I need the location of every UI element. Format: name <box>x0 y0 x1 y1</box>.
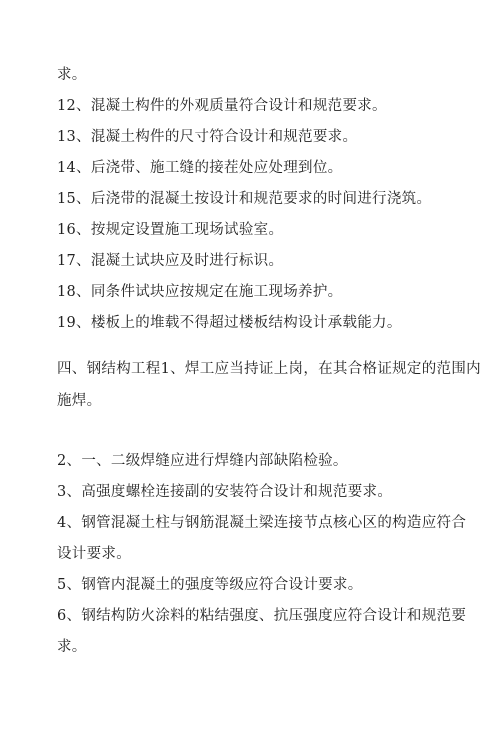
text-line-continuation: 求。 <box>57 67 87 83</box>
text-line-item-5: 5、钢管内混凝土的强度等级应符合设计要求。 <box>57 577 363 593</box>
text-line-item-4: 4、钢管混凝土柱与钢筋混凝土梁连接节点核心区的构造应符合 <box>57 515 467 531</box>
text-line-item-18: 18、同条件试块应按规定在施工现场养护。 <box>57 284 343 300</box>
text-line-item-17: 17、混凝土试块应及时进行标识。 <box>57 253 284 269</box>
text-line-item-6: 6、钢结构防火涂料的粘结强度、抗压强度应符合设计和规范要 <box>57 608 467 624</box>
text-line-item-12: 12、混凝土构件的外观质量符合设计和规范要求。 <box>57 98 387 114</box>
text-line-item-16: 16、按规定设置施工现场试验室。 <box>57 222 284 238</box>
text-line-item-13: 13、混凝土构件的尺寸符合设计和规范要求。 <box>57 129 358 145</box>
text-line-item-15: 15、后浇带的混凝土按设计和规范要求的时间进行浇筑。 <box>57 191 432 207</box>
section-heading-steel-structure: 四、钢结构工程1、焊工应当持证上岗，在其合格证规定的范围内 <box>57 361 481 377</box>
text-line-item-19: 19、楼板上的堆载不得超过楼板结构设计承载能力。 <box>57 315 402 331</box>
text-line-continuation: 求。 <box>57 639 87 655</box>
text-line-continuation: 施焊。 <box>57 393 102 409</box>
text-line-item-3: 3、高强度螺栓连接副的安装符合设计和规范要求。 <box>57 484 393 500</box>
text-line-item-2: 2、一、二级焊缝应进行焊缝内部缺陷检验。 <box>57 453 348 469</box>
text-line-item-14: 14、后浇带、施工缝的接茬处应处理到位。 <box>57 160 343 176</box>
text-line-continuation: 设计要求。 <box>57 546 131 562</box>
